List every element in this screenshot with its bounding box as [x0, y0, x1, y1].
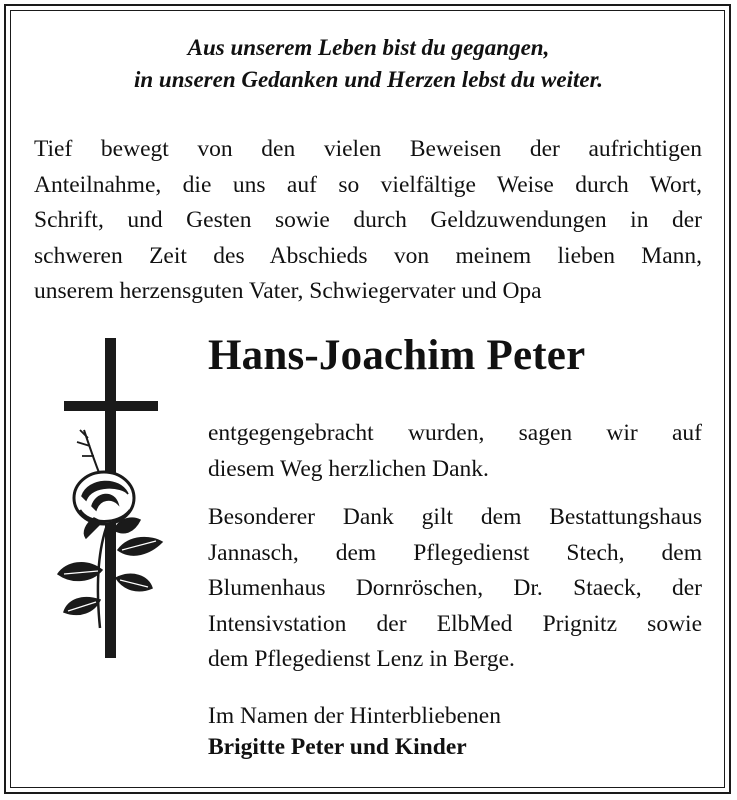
intro-line-1: Tief bewegt von den vielen Beweisen der aufrichtigen — [34, 136, 702, 162]
cross-with-rose-icon — [52, 338, 172, 662]
thanks-line-1: entgegengebracht wurden, sagen wir auf — [208, 420, 702, 446]
special-thanks-line-2: Jannasch, dem Pflegedienst Stech, dem — [208, 539, 702, 566]
signature-names: Brigitte Peter und Kinder — [208, 734, 467, 760]
intro-paragraph — [34, 132, 702, 310]
motto — [0, 32, 737, 96]
signature-intro: Im Namen der Hinterbliebenen — [208, 703, 501, 729]
thanks-line-2: diesem Weg herzlichen Dank. — [208, 455, 489, 482]
intro-line-4: schweren Zeit des Abschieds von meinem lieben Mann, — [34, 242, 702, 269]
intro-line-3: Schrift, und Gesten sowie durch Geldzuwendungen in der — [34, 207, 702, 233]
deceased-name: Hans-Joachim Peter — [208, 332, 586, 379]
thanks-paragraph — [208, 416, 702, 487]
motto-line-1: Aus unserem Leben bist du gegangen, — [187, 35, 550, 60]
leaf — [118, 538, 162, 555]
motto-line-2: in unseren Gedanken und Herzen lebst du weiter. — [133, 67, 604, 92]
intro-line-5: unserem herzensguten Vater, Schwiegervater und Opa — [34, 278, 542, 304]
rose-stem — [98, 528, 106, 628]
cross-horizontal-beam — [64, 401, 158, 411]
special-thanks-paragraph — [208, 500, 702, 678]
special-thanks-line-5: dem Pflegedienst Lenz in Berge. — [208, 646, 515, 672]
leaf — [116, 574, 152, 590]
special-thanks-line-3: Blumenhaus Dornröschen, Dr. Staeck, der — [208, 575, 702, 601]
special-thanks-line-4: Intensivstation der ElbMed Prignitz sowie — [208, 610, 702, 637]
intro-line-2: Anteilnahme, die uns auf so vielfältige Weise durch Wort, — [34, 171, 702, 198]
special-thanks-line-1: Besonderer Dank gilt dem Bestattungshaus — [208, 504, 702, 530]
